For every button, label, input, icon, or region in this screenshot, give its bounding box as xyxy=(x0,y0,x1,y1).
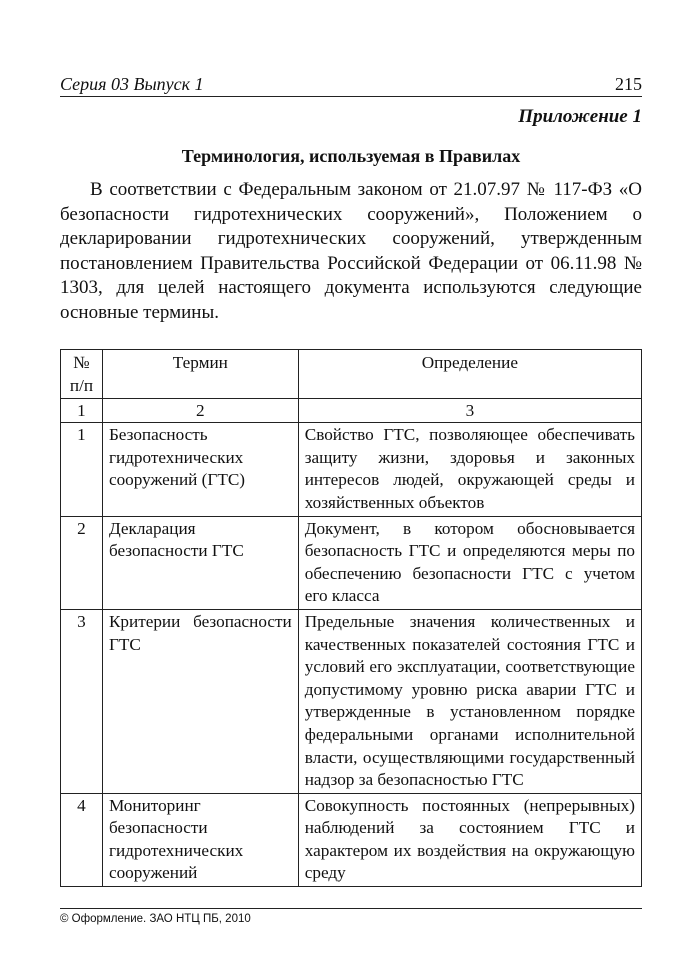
copyright-text: © Оформление. ЗАО НТЦ ПБ, 2010 xyxy=(60,913,251,925)
terminology-table xyxy=(60,349,642,887)
table-row xyxy=(61,516,642,609)
table-header-row xyxy=(61,350,642,399)
series-label: Серия 03 Выпуск 1 xyxy=(60,74,204,94)
appendix-label: Приложение 1 xyxy=(518,106,642,127)
running-header xyxy=(60,74,642,97)
column-number: 2 xyxy=(102,399,298,423)
row-definition: Совокупность постоянных (непрерывных) наблюдений за состоянием ГТС и характером их воздействия на окружающую среду xyxy=(298,793,641,886)
row-term: Мониторинг безопасности гидротехнических сооружений xyxy=(102,793,298,886)
column-number-row xyxy=(61,399,642,423)
header-term: Термин xyxy=(102,350,298,399)
row-number: 2 xyxy=(61,516,103,609)
row-term: Критерии безопасности ГТС xyxy=(102,609,298,793)
table-row xyxy=(61,423,642,516)
page-number: 215 xyxy=(615,74,642,94)
column-number: 3 xyxy=(298,399,641,423)
header-number: № п/п xyxy=(61,350,103,399)
row-number: 3 xyxy=(61,609,103,793)
row-definition: Предельные значения количественных и качественных показателей состояния ГТС и условий его эксплуатации, соответствующие допустимому уровню риска аварии ГТС и утвержденные в установленном порядке федеральными органами исполнительной власти, осуществляющими государственный надзор за безопасностью ГТС xyxy=(298,609,641,793)
header-definition: Определение xyxy=(298,350,641,399)
row-definition: Документ, в котором обосновывается безопасность ГТС и определяются меры по обеспечению безопасности ГТС с учетом его класса xyxy=(298,516,641,609)
row-term: Безопасность гидротехнических сооружений (ГТС) xyxy=(102,423,298,516)
row-term: Декларация безопасности ГТС xyxy=(102,516,298,609)
row-number: 4 xyxy=(61,793,103,886)
column-number: 1 xyxy=(61,399,103,423)
intro-paragraph: В соответствии с Федеральным законом от 21.07.97 № 117-ФЗ «О безопасности гидротехнических сооружений», Положением о декларировании гидротехнических сооружений, утвержденным постановлением Правительства Российской Федерации от 06.11.98 № 1303, для целей настоящего документа используются следующие основные термины. xyxy=(60,179,642,323)
row-definition: Свойство ГТС, позволяющее обеспечивать защиту жизни, здоровья и законных интересов людей, окружающей среды и хозяйственных объектов xyxy=(298,423,641,516)
page-title: Терминология, используемая в Правилах xyxy=(181,146,521,166)
page-footer xyxy=(60,908,642,931)
table-row xyxy=(61,609,642,793)
table-row xyxy=(61,793,642,886)
row-number: 1 xyxy=(61,423,103,516)
